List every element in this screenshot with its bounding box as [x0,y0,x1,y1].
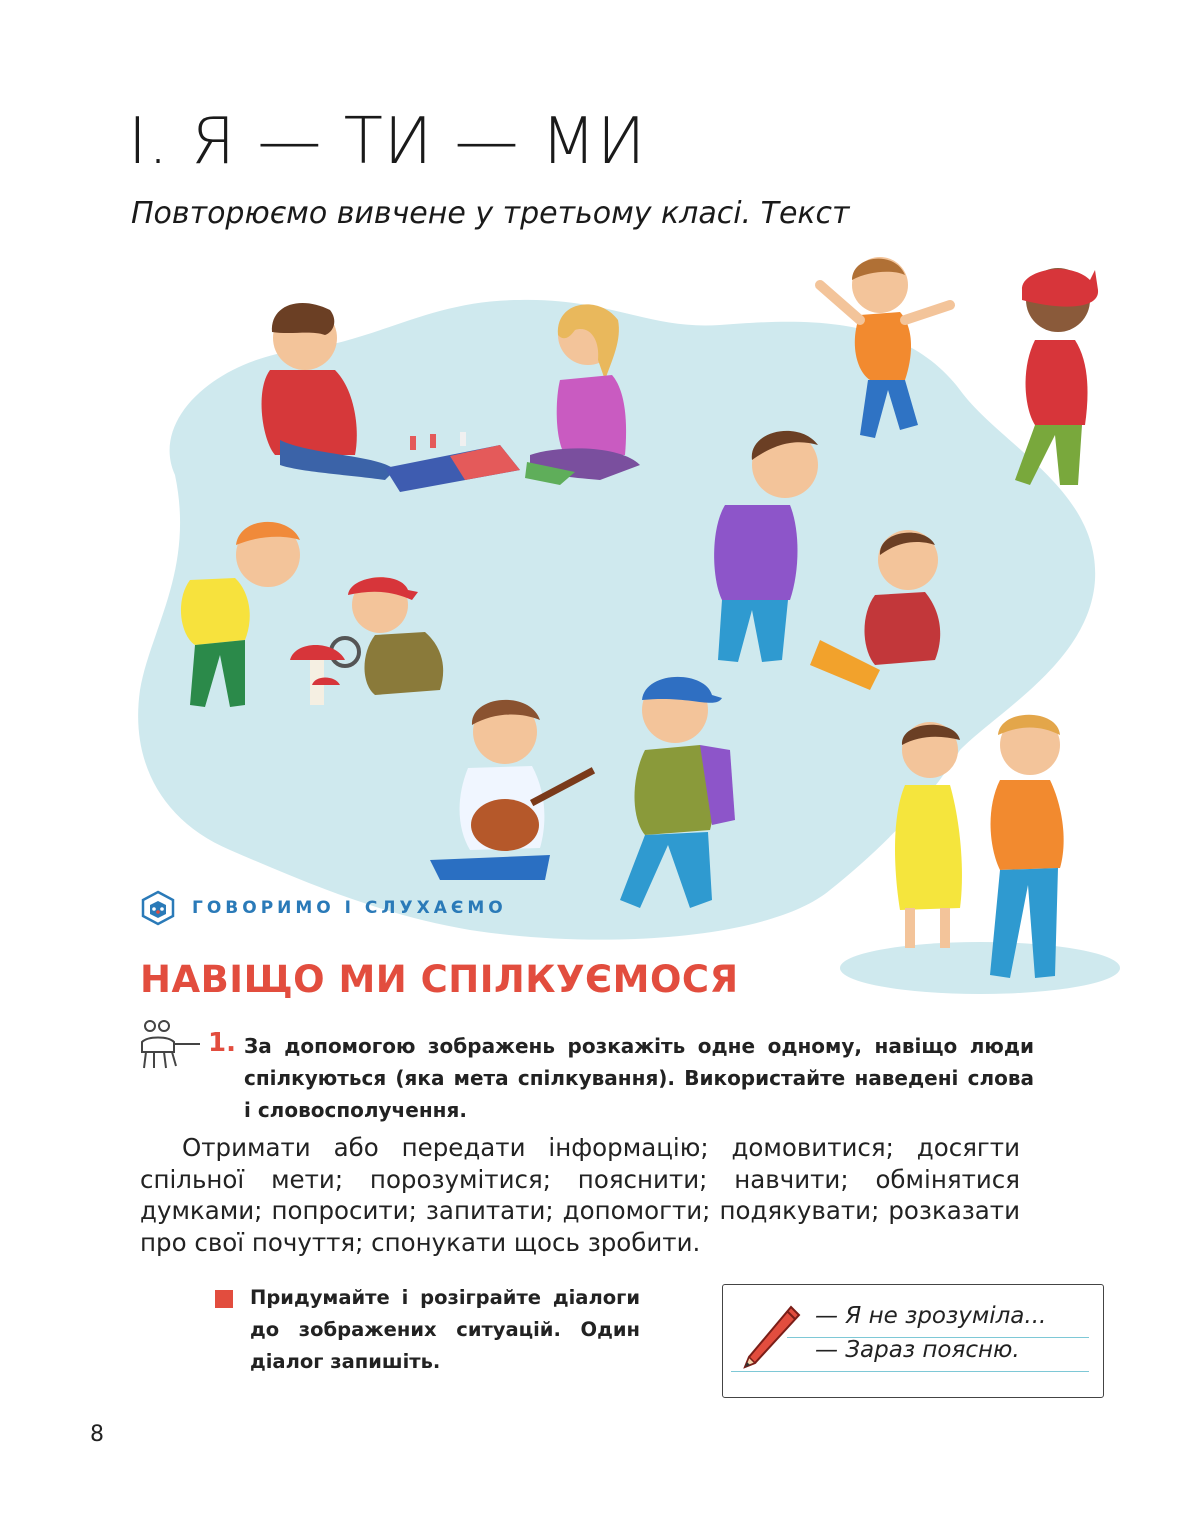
pencil-icon [733,1301,805,1377]
chapter-title: І. Я — ТИ — МИ [128,105,647,179]
girl-yellow-dress-figure [895,722,962,948]
writing-line [787,1371,1089,1372]
dice-cube-icon [140,890,176,926]
masked-boy-figure [1015,268,1098,485]
children-communication-illustration [0,240,1190,1000]
exercise-instruction: Придумайте і розіграйте діалоги до зображених ситуацій. Один діалог запишіть. [250,1286,640,1373]
boy-orange-shirt-figure [990,715,1064,978]
section-label [140,890,507,926]
word-list-paragraph: Отримати або передати інформацію; домовитися; досягти спільної мети; порозумітися; пояснити; навчити; обмінятися думками; попросити; запитати; допомогти; подякувати; розказати про свої почуття; спонукати щось зробити. [140,1133,1020,1257]
lesson-title: НАВІЩО МИ СПІЛКУЄМОСЯ [140,958,739,1001]
section-label-text: ГОВОРИМО І СЛУХАЄМО [192,898,507,918]
bullet-marker [215,1290,233,1308]
page-number: 8 [90,1422,104,1447]
pair-work-icon [138,1018,202,1074]
dialog-example-box [722,1284,1104,1398]
task-number: 1. [208,1028,236,1058]
dialog-line-2: — Зараз поясню. [815,1337,1020,1363]
task-instruction: За допомогою зображень розкажіть одне одному, навіщо люди спілкуються (яка мета спілкування). Використайте наведені слова і словосполучення. [244,1034,1034,1122]
floor-shadow [840,942,1120,994]
dialog-line-1: — Я не зрозуміла... [815,1303,1047,1329]
chapter-subtitle: Повторюємо вивчене у третьому класі. Текст [131,196,850,231]
